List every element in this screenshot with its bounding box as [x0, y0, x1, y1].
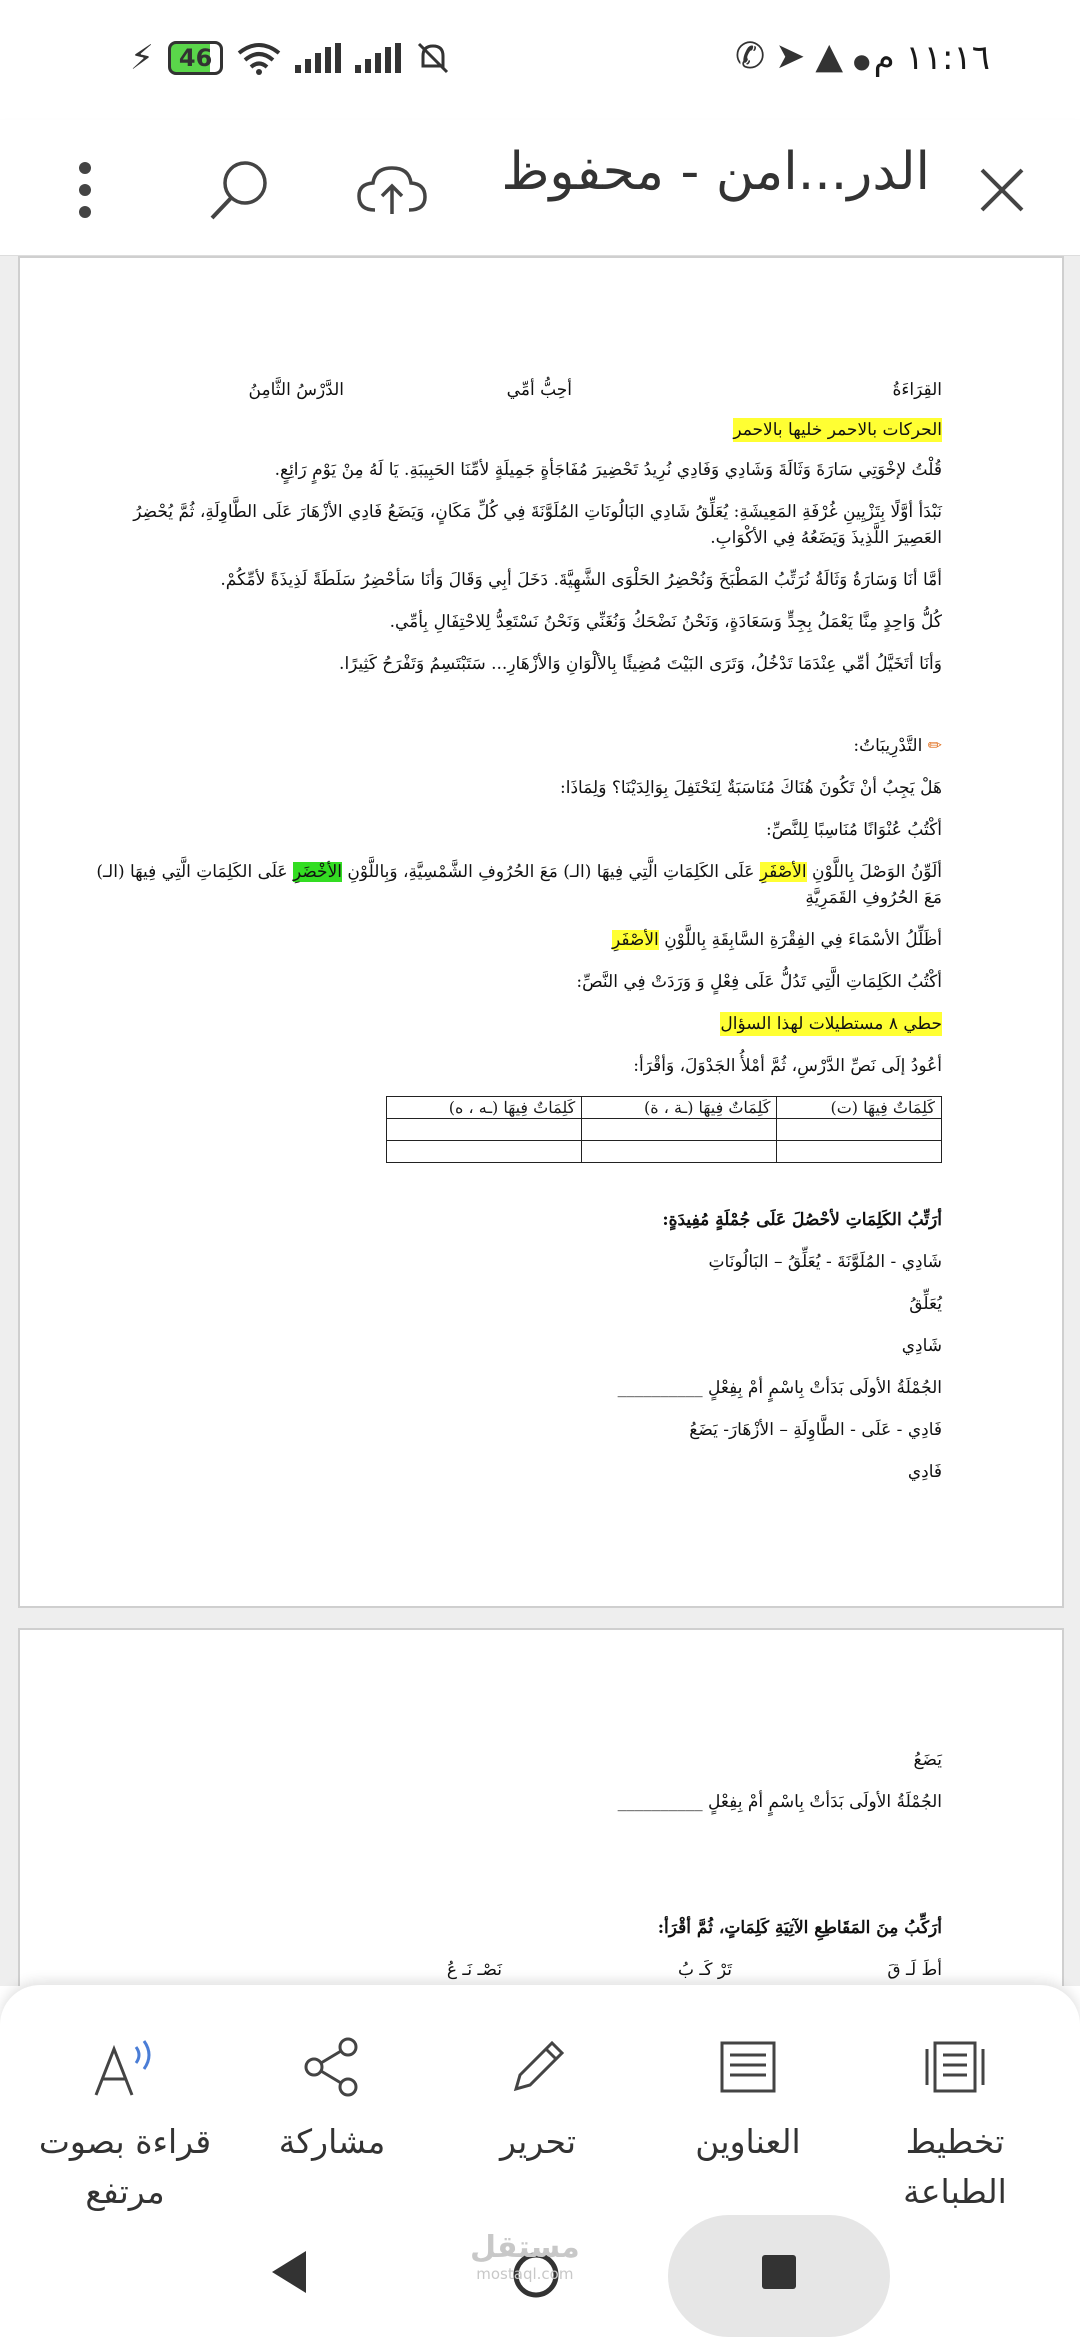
cloud-upload-icon: [355, 162, 429, 218]
q3-start: ألَوِّنُ الوَصْلَ بِاللَّوْنِ: [812, 862, 942, 882]
syllable-group-2: تَرْ كَـ بُ: [678, 1960, 732, 1980]
arrange-heading: أرَتِّبُ الكَلِمَاتِ لأحْصُلَ عَلَى جُمْلَةٍ مُفِيدَةٍ:: [662, 1210, 942, 1230]
telegram-icon: ➤: [775, 36, 816, 77]
arrange-word: فَادِي: [907, 1462, 942, 1482]
close-icon: [979, 167, 1025, 213]
exercises-heading: [853, 734, 942, 758]
headings-label: العناوين: [695, 2122, 801, 2161]
paragraph-5: وَأنَا أتَخَيَّلُ أمِّي عِنْدَمَا تَدْخُلُ، وَتَرَى البَيْتَ مُضِيئًا بِالألْوَانِ وَالأزْهَارِ... سَتَبْتَسِمُ وَتَفْرَحُ كَثِيرًا.: [339, 654, 942, 674]
edit-button[interactable]: [438, 2035, 638, 2167]
question-5: أكْتُبُ الكَلِمَاتِ الَّتِي تَدُلُّ عَلَى فِعْلٍ وَ وَرَدَتْ فِي النَّصِّ:: [576, 972, 942, 992]
search-icon: [207, 157, 273, 223]
paragraph-2-line-1: نَبْدَأ أوَّلًا بِتَزْيِينِ غُرْفَةِ المَعِيشَةِ: يُعَلِّقُ شَادِي البَالُونَاتِ المُلَوَّنَةَ فِي كُلِّ مَكَانٍ، وَيَضَعُ فَادِي الأزْهَارَ عَلَى الطَّاوِلَةِ، ثُمَّ يُحْضِرُ: [133, 502, 942, 522]
syllable-group-3: نَصْـ نَـ عُ: [446, 1960, 502, 1980]
table-header: كَلِمَاتٌ فِيهَا (ـة ، ة): [582, 1097, 777, 1119]
header-lesson: الدَّرْسُ الثَّامِنُ: [248, 380, 344, 400]
share-button[interactable]: [232, 2035, 432, 2167]
watermark: [470, 2230, 580, 2283]
charging-icon: ⚡: [130, 38, 154, 78]
read-aloud-label: قراءة بصوت مرتفع: [38, 2122, 212, 2211]
table-row: [387, 1119, 942, 1141]
table-header: كَلِمَاتٌ فِيهَا (ت): [777, 1097, 942, 1119]
status-bar: [0, 0, 1080, 120]
headings-icon: [716, 2035, 780, 2099]
app-bar: [0, 120, 1080, 256]
note-red-marks: الحركات بالاحمر خليها بالاحمر: [733, 420, 942, 440]
paragraph-4: كُلُّ وَاحِدٍ مِنَّا يَعْمَلُ بِجِدٍّ وَسَعَادَةٍ، وَنَحْنُ نَضْحَكُ وَنُغَنِّي وَنَحْنُ نَسْتَعِدُّ لِلاحْتِفَالِ بِأمِّي.: [389, 612, 942, 632]
signal-icon-2: [355, 43, 401, 73]
warning-icon: ▲: [815, 36, 854, 77]
bell-muted-icon: [415, 40, 451, 76]
q4-start: أظَلِّلُ الأسْمَاءَ فِي الفِقْرَةِ السَّابِقَةِ بِاللَّوْنِ: [664, 930, 942, 950]
document-title: الدر...امن - محفوظ: [501, 142, 930, 202]
q4-yellow: الأصْفَرِ: [611, 930, 659, 950]
words-table: [386, 1096, 942, 1163]
header-reading: القِرَاءَةُ: [892, 380, 942, 400]
bottom-toolbar: [0, 1985, 1080, 2215]
question-6: أعُودُ إلَى نَصِّ الدَّرْسِ، ثُمَّ أمْلأُ الجَدْوَلَ، وَأقْرَأ:: [633, 1056, 942, 1076]
back-triangle-icon: [270, 2249, 310, 2295]
arrange-sentence-1: شَادِي - المُلَوَّنَةَ - يُعَلِّقُ – البَالُونَاتِ: [708, 1252, 942, 1272]
system-icons: [130, 38, 451, 78]
table-header: كَلِمَاتٌ فِيهَا (ـه ، ه): [387, 1097, 582, 1119]
cloud-upload-button[interactable]: [352, 150, 432, 230]
syllable-group-1: أطَ لَـ قَ: [887, 1960, 942, 1980]
arrange-question: الجُمْلَةُ الأولَى بَدَأتْ بِاسْمٍ أمْ بِفِعْلٍ __________: [617, 1792, 942, 1812]
document-page-1: [18, 256, 1064, 1608]
arrange-question: الجُمْلَةُ الأولَى بَدَأتْ بِاسْمٍ أمْ بِفِعْلٍ __________: [617, 1378, 942, 1398]
watermark-arabic: مستقل: [470, 2230, 580, 2265]
syllables-heading: أرَكِّبُ مِنَ المَقَاطِعِ الآتِيَةِ كَلِمَاتٍ، ثُمَّ أقْرَأ:: [657, 1918, 942, 1938]
q3-green: الأخْضَرِ: [292, 862, 342, 882]
paragraph-1: قُلْتُ لإخْوَتِي سَارَةَ وَثَالَةَ وَشَادِي وَفَادِي نُرِيدُ تَحْضِيرَ مُفَاجَأةٍ جَمِيلَةٍ لأمِّنَا الحَبِيبَةِ. يَا لَهُ مِنْ يَوْمٍ رَائِعٍ.: [274, 460, 942, 480]
document-page-2: [18, 1628, 1064, 1986]
share-label: مشاركة: [278, 2122, 386, 2161]
recents-square-icon: [760, 2253, 798, 2291]
status-time: ١١:١٦ م: [873, 38, 990, 78]
whatsapp-icon: ✆: [735, 36, 776, 77]
more-vertical-icon: [75, 160, 95, 220]
header-love-mom: أحِبُّ أمِّي: [506, 380, 572, 400]
search-button[interactable]: [200, 150, 280, 230]
arrange-word: يُعَلِّقُ: [909, 1294, 942, 1314]
question-3-line-1: [96, 860, 942, 884]
read-aloud-button[interactable]: [25, 2035, 225, 2217]
question-4: [612, 928, 942, 952]
print-layout-label: تخطيط الطباعة: [903, 2122, 1007, 2211]
battery-icon: 46: [168, 41, 223, 75]
q3-end: عَلَى الكَلِمَاتِ الَّتِي فِيهَا (الـ): [96, 862, 288, 882]
pencil-edit-icon: [506, 2035, 570, 2099]
question-3-line-2: مَعَ الحُرُوفِ القَمَرِيَّةِ: [805, 888, 942, 908]
notification-icons: [735, 36, 880, 77]
close-button[interactable]: [962, 150, 1042, 230]
question-2: أكْتُبُ عُنْوَانًا مُنَاسِبًا لِلنَّصِّ:: [765, 820, 942, 840]
print-layout-icon: [923, 2035, 987, 2099]
signal-icon: [295, 43, 341, 73]
print-layout-button[interactable]: [855, 2035, 1055, 2217]
document-viewer[interactable]: [0, 256, 1080, 1986]
wifi-icon: [237, 41, 281, 75]
question-1: هَلْ يَجِبُ أنْ تَكُونَ هُنَاكَ مُنَاسَبَةٌ لِنَحْتَفِلَ بِوَالِدَيْنَا؟ وَلِمَاذَا:: [560, 778, 942, 798]
back-button[interactable]: [270, 2249, 310, 2299]
headings-button[interactable]: [648, 2035, 848, 2167]
arrange-sentence-2: فَادِي - عَلَى - الطَّاوِلَةِ – الأزْهَارَ- يَضَعُ: [689, 1420, 942, 1440]
more-options-button[interactable]: [45, 150, 125, 230]
note-rectangles: حطي ٨ مستطيلات لهذا السؤال: [720, 1014, 942, 1034]
edit-label: تحرير: [499, 2122, 577, 2161]
arrange-word: يَضَعُ: [913, 1750, 942, 1770]
exercises-title: التَّدْرِيبَاتُ:: [853, 736, 923, 756]
share-icon: [300, 2035, 364, 2099]
recents-button[interactable]: [760, 2253, 798, 2295]
q3-yellow: الأصْفَرِ: [759, 862, 807, 882]
pencil-icon: ✏: [927, 736, 942, 756]
arrange-word: شَادِي: [901, 1336, 942, 1356]
table-row: [387, 1141, 942, 1163]
paragraph-3: أمَّا أنَا وَسَارَةُ وَثَالَةُ نُرَتِّبُ المَطْبَخَ وَنُحْضِرُ الحَلْوَى الشَّهِيَّةَ. دَخَلَ أبِي وَقَالَ وَأنَا سَأحْضِرُ سَلَطَةً لَذِيذَةً لأمِّكُمْ.: [220, 570, 942, 590]
dot-icon: ●: [853, 49, 881, 73]
paragraph-2-line-2: العَصِيرَ اللَّذِيذَ وَيَضَعُهُ فِي الأكْوَابِ.: [710, 528, 942, 548]
read-aloud-icon: [90, 2035, 160, 2099]
watermark-latin: mostaql.com: [476, 2265, 574, 2283]
table-header-row: [387, 1097, 942, 1119]
q3-mid: عَلَى الكَلِمَاتِ الَّتِي فِيهَا (الـ) مَعَ الحُرُوفِ الشَّمْسِيَّةِ، وَبِاللَّوْنِ: [347, 862, 755, 882]
